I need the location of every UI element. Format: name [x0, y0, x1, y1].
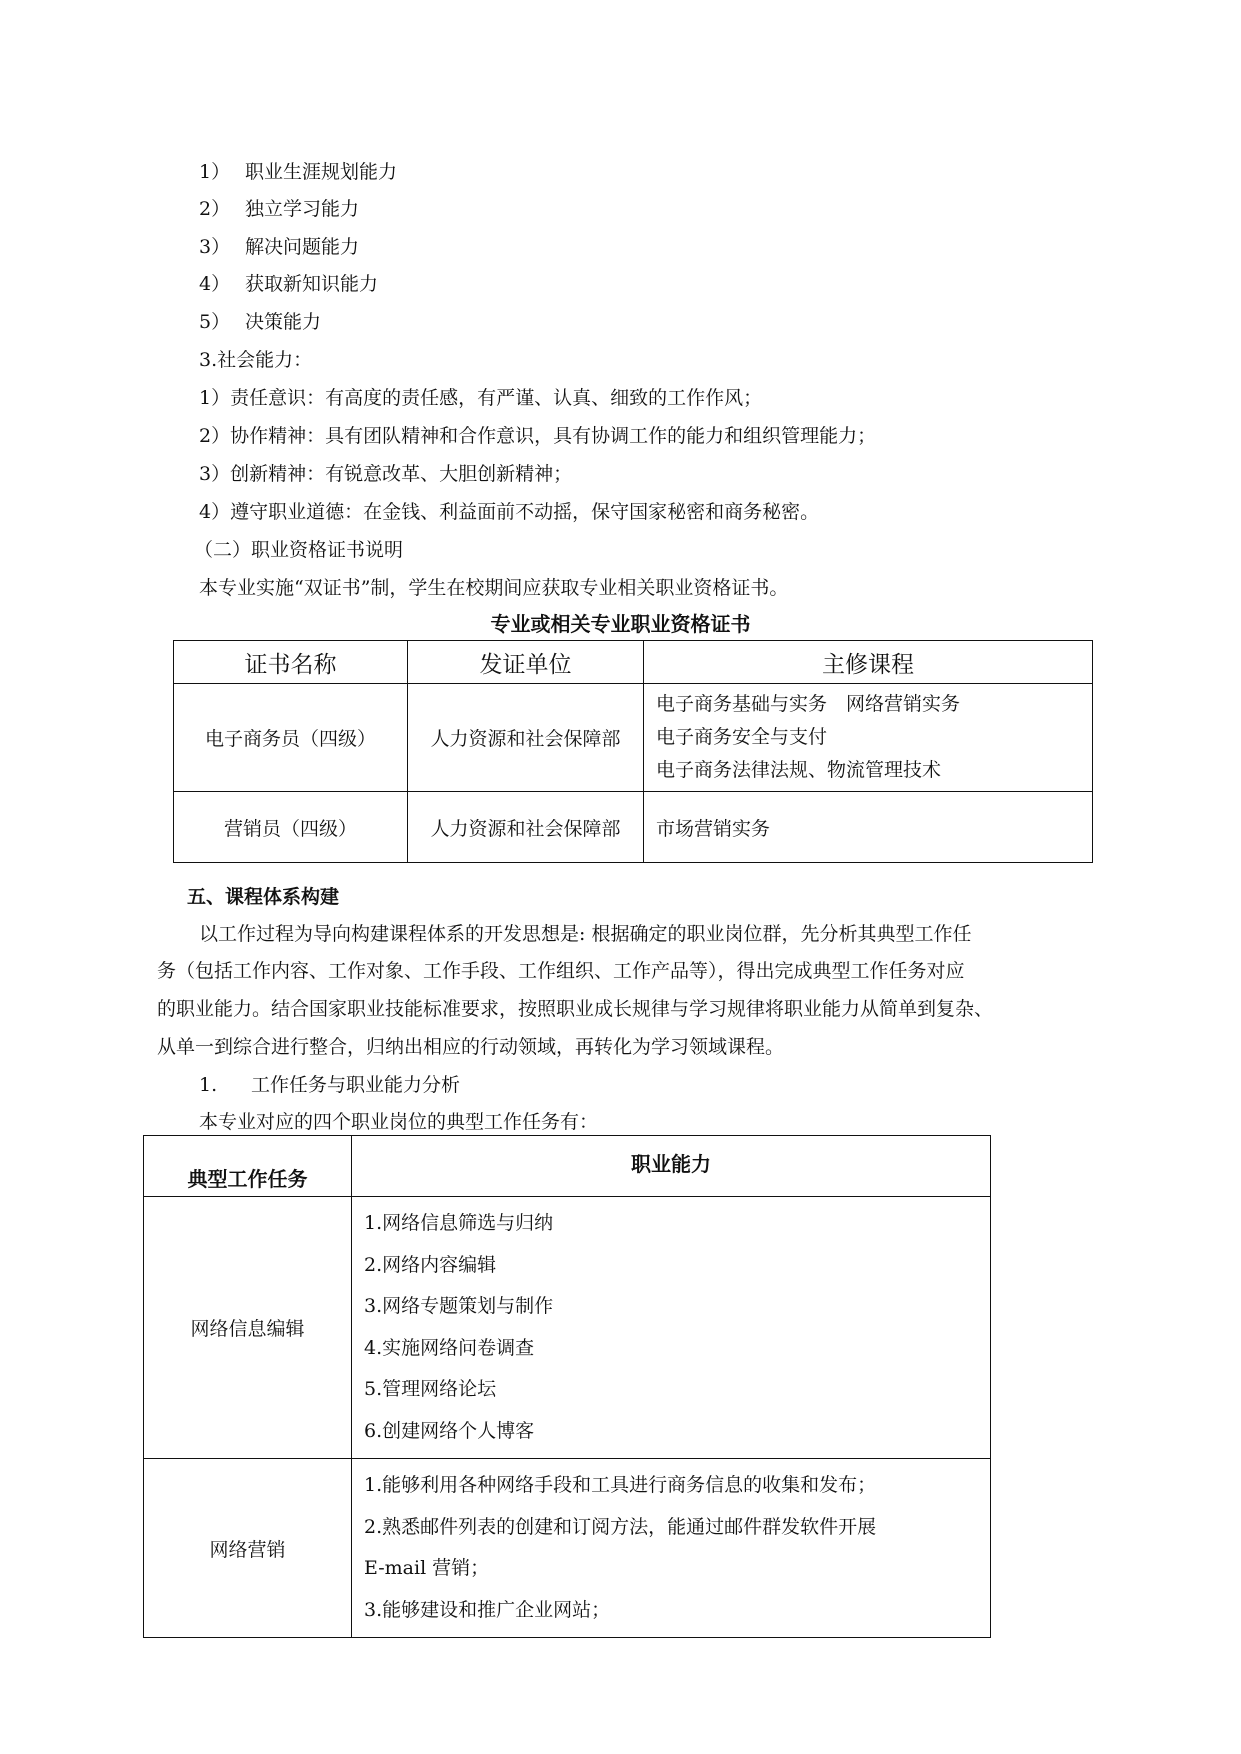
paragraph-line: 务（包括工作内容、工作对象、工作手段、工作组织、工作产品等），得出完成典型工作任务对应 — [157, 960, 965, 982]
cert-section-title: （二）职业资格证书说明 — [194, 539, 404, 561]
social-item: 4）遵守职业道德：在金钱、利益面前不动摇，保守国家秘密和商务秘密。 — [199, 501, 820, 523]
ability-item: 1.网络信息筛选与归纳 — [364, 1212, 554, 1234]
ability-item: 3.网络专题策划与制作 — [364, 1295, 554, 1317]
ability-item: 2.熟悉邮件列表的创建和订阅方法，能通过邮件群发软件开展 — [364, 1515, 877, 1538]
cert-name-cell: 营销员（四级） — [174, 792, 408, 863]
table-row — [174, 684, 1093, 792]
cert-table — [173, 640, 1093, 863]
course-line: 市场营销实务 — [656, 817, 771, 840]
cert-table-caption: 专业或相关专业职业资格证书 — [490, 612, 751, 636]
task-table — [143, 1135, 991, 1638]
social-item: 2）协作精神：具有团队精神和合作意识，具有协调工作的能力和组织管理能力； — [199, 425, 877, 447]
task-cell: 网络营销 — [144, 1459, 352, 1638]
course-line: 电子商务法律法规、物流管理技术 — [656, 759, 942, 781]
table-header-row — [174, 641, 1093, 684]
cert-intro: 本专业实施“双证书”制，学生在校期间应获取专业相关职业资格证书。 — [199, 577, 789, 599]
list-item: 1） 职业生涯规划能力 — [199, 161, 398, 183]
column-header: 证书名称 — [174, 641, 408, 684]
cert-name-cell: 电子商务员（四级） — [174, 684, 408, 792]
social-item: 3）创新精神：有锐意改革、大胆创新精神； — [199, 463, 573, 485]
list-item: 5） 决策能力 — [199, 311, 322, 333]
cert-courses-cell — [644, 792, 1093, 863]
column-header: 主修课程 — [644, 641, 1093, 684]
paragraph-line: 从单一到综合进行整合，归纳出相应的行动领域，再转化为学习领域课程。 — [157, 1036, 785, 1058]
section-heading: 五、课程体系构建 — [187, 886, 340, 908]
table-header-row — [144, 1136, 991, 1197]
list-item: 4） 获取新知识能力 — [199, 273, 379, 295]
ability-cell — [352, 1197, 991, 1459]
table-row — [174, 792, 1093, 863]
cert-issuer-cell: 人力资源和社会保障部 — [408, 792, 644, 863]
ability-item: 1.能够利用各种网络手段和工具进行商务信息的收集和发布； — [364, 1474, 877, 1496]
course-line: 电子商务基础与实务 网络营销实务 — [656, 693, 961, 715]
subsection-title: 1. 工作任务与职业能力分析 — [199, 1074, 461, 1096]
paragraph-line: 以工作过程为导向构建课程体系的开发思想是: 根据确定的职业岗位群，先分析其典型工作任 — [199, 923, 972, 945]
task-cell: 网络信息编辑 — [144, 1197, 352, 1459]
cert-issuer-cell: 人力资源和社会保障部 — [408, 684, 644, 792]
task-intro: 本专业对应的四个职业岗位的典型工作任务有： — [199, 1111, 599, 1133]
ability-item: 4.实施网络问卷调查 — [364, 1336, 535, 1359]
ability-item: E-mail 营销； — [364, 1557, 490, 1579]
cert-courses-cell — [644, 684, 1093, 792]
column-header: 典型工作任务 — [144, 1136, 352, 1197]
table-row — [144, 1459, 991, 1638]
ability-cell — [352, 1459, 991, 1638]
course-line: 电子商务安全与支付 — [656, 726, 828, 748]
social-item: 1）责任意识：有高度的责任感，有严谨、认真、细致的工作作风； — [199, 387, 763, 409]
column-header: 职业能力 — [352, 1136, 991, 1197]
ability-item: 2.网络内容编辑 — [364, 1253, 497, 1276]
social-heading: 3.社会能力： — [199, 349, 313, 371]
list-item: 2） 独立学习能力 — [199, 198, 360, 220]
ability-item: 3.能够建设和推广企业网站； — [364, 1598, 611, 1621]
list-item: 3） 解决问题能力 — [199, 236, 360, 258]
paragraph-line: 的职业能力。结合国家职业技能标准要求，按照职业成长规律与学习规律将职业能力从简单到复杂、 — [157, 998, 994, 1020]
ability-item: 5.管理网络论坛 — [364, 1378, 497, 1400]
table-row — [144, 1197, 991, 1459]
column-header: 发证单位 — [408, 641, 644, 684]
ability-item: 6.创建网络个人博客 — [364, 1419, 535, 1442]
